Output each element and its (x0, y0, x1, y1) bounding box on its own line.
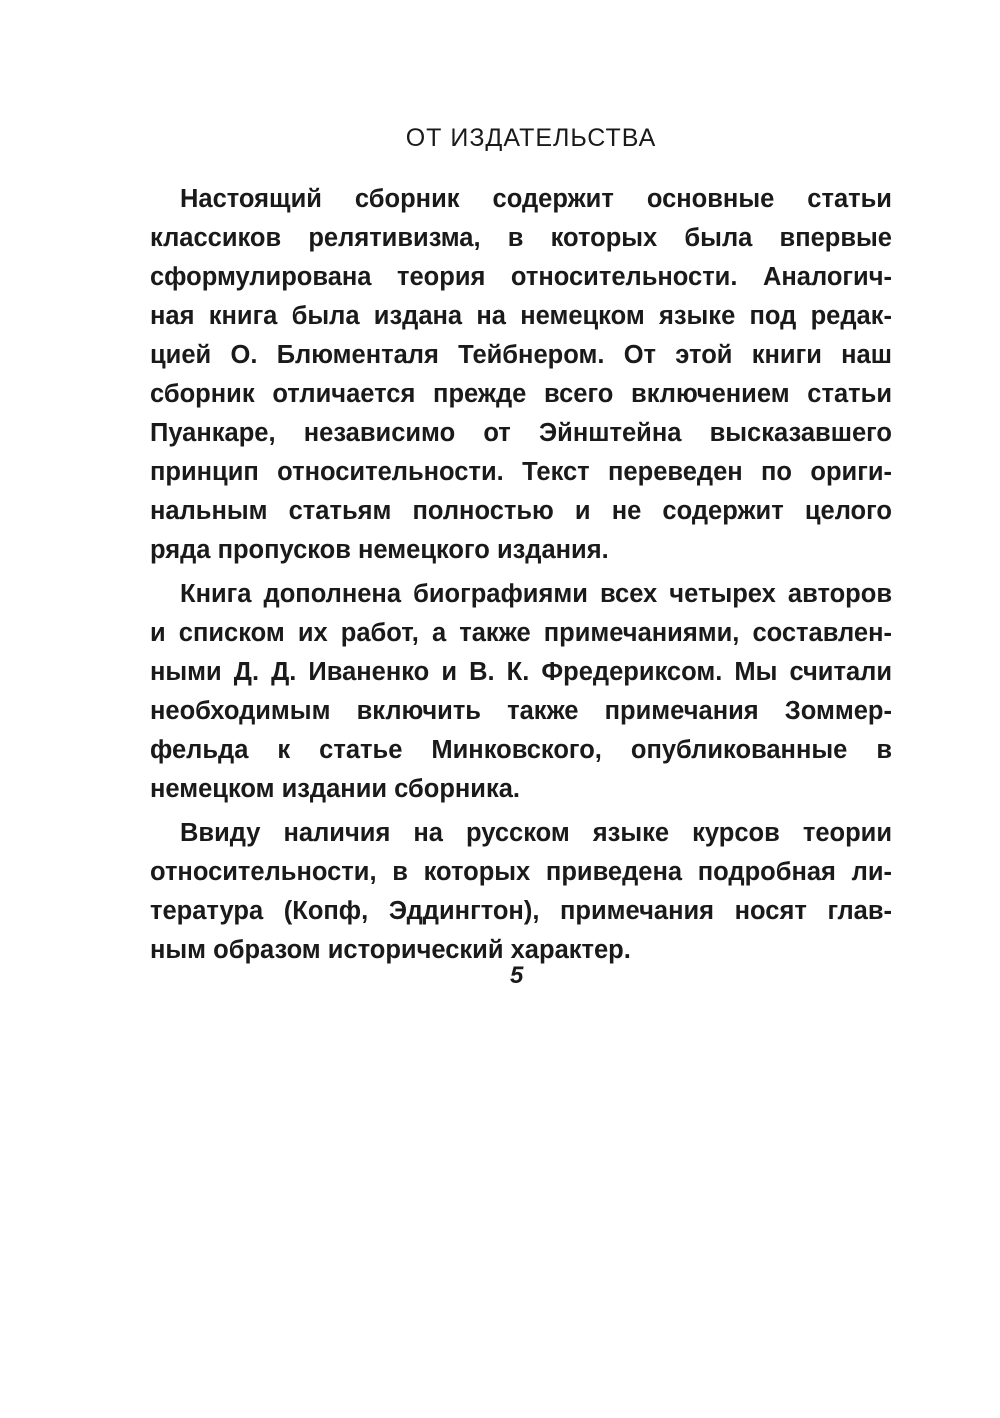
text-line: Настоящий сборник содержит основные статьи (180, 185, 892, 213)
text-line: принцип относительности. Текст переведен по ориги- (150, 458, 892, 486)
text-line: Ввиду наличия на русском языке курсов теории (180, 819, 892, 847)
paragraph-1 (150, 180, 892, 570)
section-title: ОТ ИЗДАТЕЛЬСТВА (405, 124, 657, 152)
paragraph-2 (150, 575, 892, 809)
text-line: ная книга была издана на немецком языке под редак- (150, 302, 892, 330)
page-number: 5 (510, 962, 524, 989)
text-line: фельда к статье Минковского, опубликованные в (150, 736, 892, 764)
text-line: сборник отличается прежде всего включением статьи (150, 380, 892, 408)
text-line: классиков релятивизма, в которых была впервые (150, 224, 892, 252)
text-line: необходимым включить также примечания Зоммер- (150, 697, 892, 725)
text-line: Книга дополнена биографиями всех четырех авторов (180, 580, 892, 608)
text-line: цией О. Блюменталя Тейбнером. От этой книги наш (150, 341, 892, 369)
text-line: ряда пропусков немецкого издания. (150, 536, 609, 564)
paragraph-3 (150, 814, 892, 970)
text-line: Пуанкаре, независимо от Эйнштейна высказавшего (150, 419, 892, 447)
text-line: немецком издании сборника. (150, 775, 520, 803)
text-line: и списком их работ, а также примечаниями, составлен- (150, 619, 892, 647)
text-line: тература (Копф, Эддингтон), примечания носят глав- (150, 897, 892, 925)
text-line: сформулирована теория относительности. Аналогич- (150, 263, 892, 291)
text-line: относительности, в которых приведена подробная ли- (150, 858, 892, 886)
text-line: нальным статьям полностью и не содержит целого (150, 497, 892, 525)
text-line: ным образом исторический характер. (150, 936, 631, 964)
document-page (150, 118, 892, 975)
text-line: ными Д. Д. Иваненко и В. К. Фредериксом. Мы считали (150, 658, 892, 686)
